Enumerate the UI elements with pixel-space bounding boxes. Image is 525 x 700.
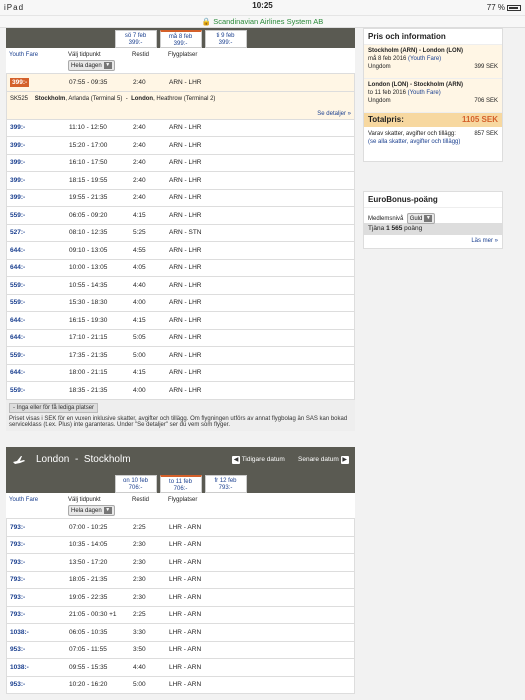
flight-row[interactable] <box>6 537 355 555</box>
points-earned: Tjäna 1 565 poäng <box>364 223 502 235</box>
airports-header: Flygplatser <box>168 52 198 58</box>
flight-duration: 4:15 <box>133 211 146 219</box>
flight-row[interactable] <box>6 554 355 572</box>
route-title: London - Stockholm <box>36 454 131 465</box>
duration-header: Restid <box>132 52 150 58</box>
flight-duration: 3:30 <box>133 628 146 636</box>
flight-time: 15:20 - 17:00 <box>69 141 108 149</box>
time-select[interactable]: Hela dagen ▼ <box>68 505 115 516</box>
flight-duration: 2:30 <box>133 593 146 601</box>
flight-price: 644:- <box>10 369 26 377</box>
time-header: Välj tidpunkt <box>68 52 101 58</box>
level-row: Medlemsnivå Guld ▼ <box>364 208 502 223</box>
lock-icon: 🔒 <box>201 17 212 26</box>
flight-duration: 4:15 <box>133 316 146 324</box>
chevron-down-icon: ▼ <box>105 507 111 513</box>
time-header: Välj tidpunkt <box>68 497 101 503</box>
flight-price: 399:- <box>10 194 26 202</box>
date-tab[interactable]: sö 7 feb 399:- <box>115 30 157 48</box>
flight-duration: 4:55 <box>133 246 146 254</box>
flight-row[interactable] <box>6 207 355 225</box>
flight-time: 15:30 - 18:30 <box>69 299 108 307</box>
flight-time: 18:00 - 21:15 <box>69 369 108 377</box>
carrier-label: iPad <box>4 3 25 12</box>
flight-price: 399:- <box>10 176 26 184</box>
flight-row[interactable] <box>6 295 355 313</box>
inbound-flights-panel <box>6 447 355 694</box>
flight-row[interactable] <box>6 330 355 348</box>
flight-row[interactable] <box>6 659 355 677</box>
flight-route: ARN - LHR <box>169 316 202 324</box>
eurobonus-title: EuroBonus-poäng <box>364 192 502 208</box>
flight-route: LHR - ARN <box>169 576 202 584</box>
flight-row[interactable] <box>6 365 355 383</box>
flight-price: 793:- <box>10 593 26 601</box>
selected-flight-row[interactable]: 399:- 07:55 - 09:35 2:40 ARN - LHR <box>6 74 355 92</box>
outbound-price-leg: Stockholm (ARN) - London (LON) må 8 feb 2016 (Youth Fare) Ungdom 399 SEK <box>364 45 502 79</box>
see-details-link[interactable]: Se detaljer » <box>317 110 351 117</box>
flight-route: LHR - ARN <box>169 628 202 636</box>
flight-row[interactable] <box>6 120 355 138</box>
outbound-flight-list <box>6 120 355 400</box>
flight-price: 793:- <box>10 541 26 549</box>
flight-route: ARN - LHR <box>169 334 202 342</box>
fare-header[interactable]: Youth Fare <box>9 52 39 58</box>
flight-time: 10:00 - 13:05 <box>69 264 108 272</box>
table-header <box>6 48 355 74</box>
flight-duration: 5:05 <box>133 334 146 342</box>
flight-price: 1038:- <box>10 628 29 636</box>
flight-route: ARN - LHR <box>169 281 202 289</box>
flight-price: 559:- <box>10 281 26 289</box>
flight-price: 527:- <box>10 229 26 237</box>
flight-time: 19:55 - 21:35 <box>69 194 108 202</box>
flight-route: ARN - LHR <box>169 246 202 254</box>
flight-row[interactable] <box>6 242 355 260</box>
next-date-button[interactable]: Senare datum ▶ <box>298 456 347 463</box>
flight-price: 644:- <box>10 334 26 342</box>
flight-row[interactable] <box>6 572 355 590</box>
flight-price: 793:- <box>10 576 26 584</box>
flight-price: 793:- <box>10 558 26 566</box>
flight-route: ARN - STN <box>169 229 202 237</box>
flight-time: 07:00 - 10:25 <box>69 523 108 531</box>
flight-duration: 4:40 <box>133 663 146 671</box>
date-tab-active[interactable]: to 11 feb 706:- <box>160 475 202 493</box>
flight-price: 953:- <box>10 681 26 689</box>
flight-duration: 3:50 <box>133 646 146 654</box>
date-tab-active[interactable]: må 8 feb 399:- <box>160 30 202 48</box>
flight-price: 644:- <box>10 264 26 272</box>
flight-price: 793:- <box>10 523 26 531</box>
flight-row[interactable] <box>6 519 355 537</box>
flight-row[interactable] <box>6 277 355 295</box>
flight-price: 953:- <box>10 646 26 654</box>
chevron-left-icon: ◀ <box>233 457 239 463</box>
route-bar <box>6 447 355 473</box>
flight-number: SK525 <box>10 95 29 102</box>
flight-time: 18:15 - 19:55 <box>69 176 108 184</box>
flight-price: 1038:- <box>10 663 29 671</box>
battery-icon <box>507 5 521 11</box>
flight-duration: 2:40 <box>133 194 146 202</box>
clock: 10:25 <box>252 1 273 10</box>
date-tab[interactable]: fr 12 feb 793:- <box>205 475 247 493</box>
flight-route: LHR - ARN <box>169 646 202 654</box>
flight-route: LHR - ARN <box>169 558 202 566</box>
price-info-panel <box>363 28 503 162</box>
flight-time: 19:05 - 22:35 <box>69 593 108 601</box>
price-badge: 399:- <box>12 78 28 86</box>
flight-route: ARN - LHR <box>169 176 202 184</box>
flight-row[interactable] <box>6 312 355 330</box>
flight-price: 644:- <box>10 316 26 324</box>
flight-time: 18:35 - 21:35 <box>69 386 108 394</box>
tax-info: 857 SEK Varav skatter, avgifter och tillägg: (se alla skatter, avgifter och tillägg) <box>368 131 498 145</box>
flight-route: LHR - ARN <box>169 611 202 619</box>
flight-row[interactable] <box>6 347 355 365</box>
eurobonus-panel <box>363 191 503 249</box>
plane-icon <box>12 453 26 467</box>
table-header <box>6 493 355 519</box>
flight-duration: 4:40 <box>133 281 146 289</box>
flight-duration: 2:40 <box>133 141 146 149</box>
time-select[interactable]: Hela dagen ▼ <box>68 60 115 71</box>
chevron-down-icon: ▼ <box>425 215 431 221</box>
flight-route: LHR - ARN <box>169 681 202 689</box>
flight-time: 21:05 - 00:30 +1 <box>69 611 117 619</box>
flight-time: 10:35 - 14:05 <box>69 541 108 549</box>
flight-row[interactable] <box>6 172 355 190</box>
flight-row[interactable] <box>6 137 355 155</box>
flight-row[interactable] <box>6 677 355 695</box>
flight-route: ARN - LHR <box>169 211 202 219</box>
address-bar[interactable] <box>0 16 525 28</box>
duration-header: Restid <box>132 497 150 503</box>
price-info-title: Pris och information <box>364 29 502 45</box>
flight-duration: 2:25 <box>133 611 146 619</box>
flight-duration: 4:00 <box>133 386 146 394</box>
flight-time: 10:55 - 14:35 <box>69 281 108 289</box>
flight-time: 17:10 - 21:15 <box>69 334 108 342</box>
level-select[interactable]: Guld ▼ <box>407 213 436 224</box>
price-disclaimer: Priset visas i SEK för en vuxen inklusive skatter, avgifter och tillägg. Om flygningen utförs av annat flygbolag än SAS kan bokad serviceklass (t.ex. Plus) inte garanteras. Under "Se detaljer" ser du vem som flyger. <box>9 415 348 428</box>
flight-time: 09:10 - 13:05 <box>69 246 108 254</box>
outbound-date-tabs <box>6 28 355 48</box>
flight-time: 10:20 - 16:20 <box>69 681 108 689</box>
flight-duration: 4:05 <box>133 264 146 272</box>
flight-route: LHR - ARN <box>169 663 202 671</box>
flight-duration: 5:25 <box>133 229 146 237</box>
fare-note <box>6 400 355 431</box>
airports-header: Flygplatser <box>168 497 198 503</box>
flight-row[interactable] <box>6 155 355 173</box>
flight-price: 793:- <box>10 611 26 619</box>
flight-route: ARN - LHR <box>169 141 202 149</box>
flight-time: 16:10 - 17:50 <box>69 159 108 167</box>
flight-row[interactable] <box>6 382 355 400</box>
flight-route: ARN - LHR <box>169 351 202 359</box>
flight-route: LHR - ARN <box>169 593 202 601</box>
flight-row[interactable] <box>6 642 355 660</box>
flight-duration: 4:15 <box>133 369 146 377</box>
flight-price: 559:- <box>10 386 26 394</box>
flight-row[interactable] <box>6 589 355 607</box>
flight-row[interactable] <box>6 260 355 278</box>
flight-route: ARN - LHR <box>169 194 202 202</box>
flight-time: 08:10 - 12:35 <box>69 229 108 237</box>
flight-price: 399:- <box>10 124 26 132</box>
tax-details-link[interactable]: (se alla skatter, avgifter och tillägg) <box>368 139 461 145</box>
flight-duration: 2:40 <box>133 176 146 184</box>
flight-route: ARN - LHR <box>169 386 202 394</box>
flight-route: ARN - LHR <box>169 369 202 377</box>
read-more-link[interactable]: Läs mer » <box>471 238 498 244</box>
flight-time: 06:05 - 10:35 <box>69 628 108 636</box>
flight-time: 18:05 - 21:35 <box>69 576 108 584</box>
flight-time: 13:50 - 17:20 <box>69 558 108 566</box>
flight-duration: 2:40 <box>133 124 146 132</box>
flight-price: 559:- <box>10 211 26 219</box>
flight-time: 17:35 - 21:35 <box>69 351 108 359</box>
chevron-right-icon: ▶ <box>342 457 347 463</box>
flight-price: 644:- <box>10 246 26 254</box>
no-seats-legend: - Inga eller för få lediga platser <box>9 403 98 413</box>
flight-price: 559:- <box>10 351 26 359</box>
flight-time: 16:15 - 19:30 <box>69 316 108 324</box>
flight-time: 07:05 - 11:55 <box>69 646 107 654</box>
battery-indicator: 77 % <box>487 3 521 12</box>
flight-duration: 2:30 <box>133 558 146 566</box>
flight-route: ARN - LHR <box>169 159 202 167</box>
inbound-date-tabs <box>6 473 355 493</box>
inbound-flight-list <box>6 519 355 694</box>
fare-header[interactable]: Youth Fare <box>9 497 39 503</box>
previous-date-button[interactable]: ◀ Tidigare datum <box>233 456 285 463</box>
flight-route: LHR - ARN <box>169 541 202 549</box>
outbound-flights-panel <box>6 28 355 431</box>
total-price: Totalpris: 1105 SEK <box>364 113 502 127</box>
status-bar <box>0 0 525 16</box>
flight-duration: 5:00 <box>133 351 146 359</box>
flight-row[interactable] <box>6 190 355 208</box>
flight-duration: 2:30 <box>133 541 146 549</box>
flight-route: ARN - LHR <box>169 264 202 272</box>
flight-detail: SK525 Stockholm, Arlanda (Terminal 5) - London, Heathrow (Terminal 2) Se detaljer » <box>6 92 355 120</box>
date-tab[interactable]: on 10 feb 706:- <box>115 475 157 493</box>
flight-time: 11:10 - 12:50 <box>69 124 107 132</box>
flight-price: 399:- <box>10 159 26 167</box>
flight-row[interactable] <box>6 225 355 243</box>
flight-price: 399:- <box>10 141 26 149</box>
flight-duration: 2:25 <box>133 523 146 531</box>
flight-duration: 2:30 <box>133 576 146 584</box>
flight-duration: 5:00 <box>133 681 146 689</box>
flight-route: LHR - ARN <box>169 523 202 531</box>
flight-duration: 2:40 <box>133 159 146 167</box>
chevron-down-icon: ▼ <box>105 62 111 68</box>
flight-time: 06:05 - 09:20 <box>69 211 108 219</box>
inbound-price-leg: London (LON) - Stockholm (ARN) to 11 feb 2016 (Youth Fare) Ungdom 706 SEK <box>364 79 502 113</box>
site-name: Scandinavian Airlines System AB <box>213 17 324 26</box>
flight-row[interactable] <box>6 607 355 625</box>
flight-price: 559:- <box>10 299 26 307</box>
flight-time: 09:55 - 15:35 <box>69 663 108 671</box>
flight-row[interactable] <box>6 624 355 642</box>
flight-route: ARN - LHR <box>169 299 202 307</box>
date-tab[interactable]: ti 9 feb 399:- <box>205 30 247 48</box>
flight-duration: 4:00 <box>133 299 146 307</box>
flight-route: ARN - LHR <box>169 124 202 132</box>
